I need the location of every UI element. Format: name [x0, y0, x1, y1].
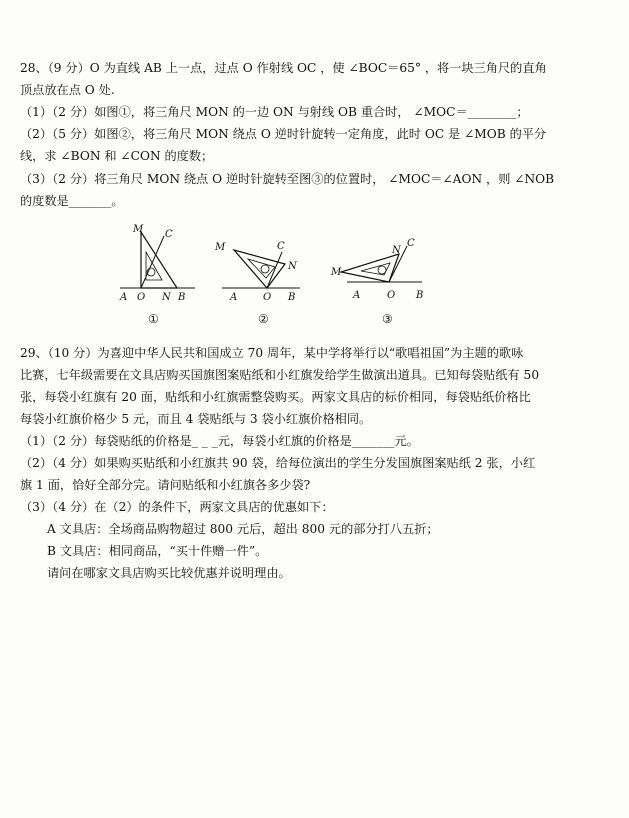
q29-store-a: A 文具店：全场商品购物超过 800 元后，超出 800 元的部分打八五折；: [47, 522, 439, 536]
figure-3-label: ③: [382, 312, 393, 326]
q28-part1: （1）（2 分）如图①，将三角尺 MON 的一边 ON 与射线 OB 重合时， ∠MOC＝________；: [20, 105, 529, 119]
q28-part2b: 线，求 ∠BON 和 ∠CON 的度数；: [20, 149, 214, 163]
fig2-label-a: A: [230, 292, 238, 303]
q29-store-b: B 文具店：相同商品，“买十件赠一件”。: [47, 544, 268, 558]
fig3-label-m: M: [331, 267, 342, 278]
fig3-label-b: B: [416, 290, 424, 301]
fig2-label-b: B: [288, 292, 296, 303]
fig1-label-b: B: [178, 292, 186, 303]
fig2-label-c: C: [277, 241, 285, 252]
fig1-label-m: M: [133, 224, 144, 235]
fig2-label-m: M: [215, 242, 226, 253]
q29-line2: 比赛，七年级需要在文具店购买国旗图案贴纸和小红旗发给学生做演出道具。已知每袋贴纸有 50: [20, 368, 540, 382]
fig2-label-n: N: [288, 261, 297, 272]
fig3-label-n: N: [392, 245, 401, 256]
figure-2-diagram: [210, 232, 305, 307]
fig1-label-n: N: [162, 292, 171, 303]
q28-line2: 顶点放在点 O 处.: [20, 83, 115, 97]
fig3-label-c: C: [407, 238, 415, 249]
fig2-label-o: O: [263, 292, 272, 303]
q28-part3a: （3）（2 分）将三角尺 MON 绕点 O 逆时针旋转至图③的位置时， ∠MOC＝∠AON ，则 ∠NOB: [20, 172, 555, 186]
figure-1-label: ①: [148, 312, 159, 326]
figure-2-label: ②: [258, 312, 269, 326]
q28-part3b: 的度数是_______。: [20, 194, 124, 208]
q29-question: 请问在哪家文具店购买比较优惠并说明理由。: [47, 566, 291, 580]
q29-part1: （1）（2 分）每袋贴纸的价格是_ _ _元，每袋小红旗的价格是_______元。: [20, 434, 419, 448]
q29-line1: 29、（10 分）为喜迎中华人民共和国成立 70 周年，某中学将举行以“歌唱祖国”为主题的歌咏: [20, 346, 524, 360]
fig3-label-a: A: [353, 290, 361, 301]
fig1-label-c: C: [165, 229, 173, 240]
fig3-label-o: O: [387, 290, 396, 301]
q28-line1: 28、（9 分）O 为直线 AB 上一点，过点 O 作射线 OC ，使 ∠BOC＝65° ，将一块三角尺的直角: [20, 61, 547, 75]
figure-3-diagram: [327, 232, 427, 307]
fig1-label-a: A: [120, 292, 128, 303]
q28-part2a: （2）（5 分）如图②，将三角尺 MON 绕点 O 逆时针旋转一定角度，此时 OC 是 ∠MOB 的平分: [20, 127, 547, 141]
q29-line3: 张，每袋小红旗有 20 面，贴纸和小红旗需整袋购买。两家文具店的标价相同，每袋贴纸价格比: [20, 390, 531, 404]
figure-1-diagram: [115, 222, 200, 307]
q29-line4: 每袋小红旗价格少 5 元，而且 4 袋贴纸与 3 袋小红旗价格相同。: [20, 412, 372, 426]
q29-part2b: 旗 1 面，恰好全部分完。请问贴纸和小红旗各多少袋?: [20, 478, 311, 492]
q29-part3: （3）（4 分）在（2）的条件下，两家文具店的优惠如下：: [20, 500, 334, 514]
q29-part2a: （2）（4 分）如果购买贴纸和小红旗共 90 袋，给每位演出的学生分发国旗图案贴纸 2 张，小红: [20, 456, 536, 470]
fig1-label-o: O: [137, 292, 146, 303]
